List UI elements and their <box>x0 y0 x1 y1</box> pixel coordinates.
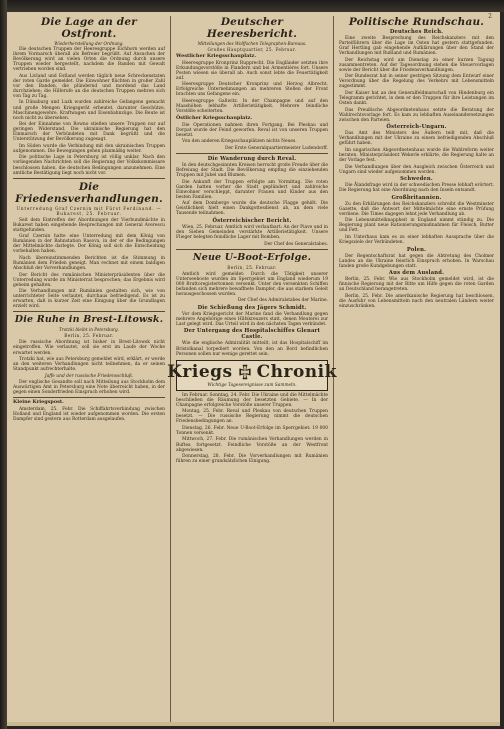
paragraph: Die Operationen nahmen ihren Fortgang. Bei Pleskau und Dorpat wurde der Feind geworfen. Reval ist von unseren Truppen besetzt. <box>176 122 328 138</box>
section-title-kriegspost: Kleine Kriegspost. <box>13 399 64 406</box>
chronik-entry: Montag, 25. Febr. Reval und Pleskau von deutschen Truppen besetzt. — Die russische Regierung nimmt die deutschen Friedensbedingungen an. <box>176 409 328 425</box>
section-title-ausland: Aus dem Ausland. <box>388 270 445 277</box>
article-title-schiessung: Die Schießung des Jägers Schmidt. <box>197 304 307 311</box>
paragraph: Im Unterhaus kam es zu einer lebhaften Aussprache über die Kriegsziele der Verbündeten. <box>339 235 494 246</box>
page-number: 2 <box>488 13 492 20</box>
section-title-polen: Polen. <box>406 246 427 253</box>
chronik-entry: Mittwoch, 27. Febr. Die rumänischen Verhandlungen werden in Buftea fortgesetzt. Feindliche Vorstöße an der Westfront abgewiesen. <box>176 437 328 453</box>
paragraph: Aus Livland und Estland werden täglich neue Schreckenstaten der roten Garde gemeldet. Die Einwohner flüchten in großer Zahl vor den Banden, die plündernd und mordend das Land durchziehen; die Hilferufe an die deutschen Truppen mehren sich von Tag zu Tag. <box>13 73 165 99</box>
paragraph: Der Bundesrat hat in seiner gestrigen Sitzung dem Entwurf einer Verordnung über die Regelung des Verkehrs mit Lebensmitteln zugestimmt. <box>339 74 494 90</box>
column-1 <box>13 15 165 723</box>
kriegs-chronik-title <box>167 361 337 382</box>
paragraph: Zu den Erklärungen des Reichskanzlers schreibt die Westminster Gazette, daß die Antwort der Mittelmächte eine ernste Prüfung verdiene. Die Times dagegen lehnt jede Verhandlung ab. <box>339 201 494 217</box>
chronik-entry: Dienstag, 26. Febr. Neue U-Boot-Erfolge im Sperrgebiet: 19 000 Tonnen versenkt. <box>176 425 328 436</box>
iron-cross-icon <box>237 364 253 380</box>
article-title-uboot: Neue U-Boot-Erfolge. <box>192 251 312 263</box>
paragraph: Amsterdam, 25. Febr. Die Schiffahrtsverbindung zwischen Holland und England ist wieder aufgenommen worden. Die ersten Dampfer sind gestern aus Rotterdam ausgelaufen. <box>13 406 165 423</box>
chronik-entry: Im Februar. Sonntag, 24. Febr. Die Ukraine und die Mittelmächte beschließen die Räumung der besetzten Gebiete. — In der Champagne erfolgreiche Vorstöße unserer Truppen. <box>176 392 328 408</box>
scan-edge-left <box>0 0 7 729</box>
section-title-schweden: Schweden. <box>400 176 433 183</box>
paragraph: Die politische Lage in Petersburg ist völlig unklar. Nach den vorliegenden Nachrichten soll die Regierung der Volkskommissare beschlossen haben, die deutschen Bedingungen anzunehmen. Eine amtliche Bestätigung liegt noch nicht vor. <box>13 155 165 176</box>
paragraph: In den deutschgesinnten Kreisen herrscht große Freude über die Befreiung der Stadt. Die Bevölkerung empfing die einziehenden Truppen mit Jubel und Blumen. <box>176 162 328 178</box>
column-2 <box>167 15 337 723</box>
article-title-lage: Die Lage an der Ostfront. <box>41 16 137 40</box>
section-title-west: Westlicher Kriegsschauplatz. <box>176 53 257 59</box>
divider <box>13 178 165 179</box>
dateline: Berlin, 25. Februar. <box>227 264 277 270</box>
paragraph: Der Kaiser hat an den Generalfeldmarschall von Hindenburg ein Telegramm gerichtet, in dem er den Truppen für ihre Leistungen im Osten dankt. <box>339 90 494 107</box>
dateline: Berlin, 25. Februar. <box>64 333 114 339</box>
article-subtitle: Wiederherstellung der Ordnung. <box>54 41 124 46</box>
article-subtitle: Trotzki bleibt in Petersburg. <box>58 327 120 333</box>
article-body-frieden <box>13 218 165 310</box>
article-body-lage <box>13 47 165 176</box>
article-title-heeresbericht: Deutscher Heeresbericht. <box>206 16 298 40</box>
kriegs-chronik-box <box>167 360 337 391</box>
signature-line: Der Erste Generalquartiermeister Ludendorff. <box>225 145 328 151</box>
paragraph: Berlin, 25. Febr. Wie aus Stockholm gemeldet wird, ist die finnische Regierung mit der Bitte um Hilfe gegen die roten Garden an Deutschland herangetreten. <box>339 277 494 293</box>
dateline: Großes Hauptquartier, 25. Februar. <box>207 47 297 52</box>
paragraph: Bei der Einnahme von Rowno stießen unsere Truppen nur auf geringen Widerstand. Die ukrainische Regierung hat den Einmarsch der Verbündeten mit Dank begrüßt und die Unterstützung der Bevölkerung zugesagt. <box>13 122 165 143</box>
paragraph: Die Verhandlungen über den Ausgleich zwischen Österreich und Ungarn sind wieder aufgenommen worden. <box>339 164 494 175</box>
paragraph: Heeresgruppe Deutscher Kronprinz und Herzog Albrecht. Erfolgreiche Unternehmungen an mehreren Stellen der Front brachten uns Gefangene ein. <box>176 82 328 98</box>
paragraph: Der Bericht des rumänischen Ministerpräsidenten über die Unterredung wurde im Ministerrat besprochen; das Ergebnis wird geheim gehalten. <box>13 272 165 288</box>
paragraph: Das Amt des Ministers des Äußern teilt mit, daß die Verhandlungen mit der Ukraine zu einem befriedigenden Abschluß geführt haben. <box>339 131 494 147</box>
article-title-frieden: Die Friedensverhandlungen. <box>15 180 163 205</box>
page-bottom-edge <box>7 722 500 726</box>
paragraph: Nach übereinstimmenden Berichten ist die Stimmung in Rumänien dem Frieden geneigt. Man rechnet mit einem baldigen Abschluß der Vorverhandlungen. <box>13 255 165 272</box>
paragraph: Das Preußische Abgeordnetenhaus setzte die Beratung der Wahlrechtsvorlage fort. Es kam zu lebhaften Auseinandersetzungen zwischen den Parteien. <box>339 107 494 123</box>
article-title-ruhe: Die Ruhe in Brest-Litowsk. <box>14 314 164 326</box>
paragraph: Im ungarischen Abgeordnetenhaus wurde die Wahlreform weiter beraten. Ministerpräsident Wekerle erklärte, die Regierung halte an der Vorlage fest. <box>339 147 494 163</box>
paragraph: Berlin, 25. Febr. Die amerikanische Regierung hat beschlossen, die Ausfuhr von Lebensmitteln nach den neutralen Ländern weiter einzuschränken. <box>339 293 494 309</box>
section-title-oesterreich-ungarn: Österreich-Ungarn. <box>386 124 447 131</box>
paragraph: Wie die englische Admiralität mitteilt, ist das Hospitalschiff im Bristolkanal torpediert worden. Von den an Bord befindlichen Personen sollen nur wenige gerettet sein. <box>176 341 328 357</box>
paragraph: Von den anderen Kriegsschauplätzen nichts Neues. <box>182 139 297 145</box>
divider <box>176 153 328 154</box>
paragraph: Vor dem Kriegsgericht der Marine fand die Verhandlung gegen mehrere Angehörige eines Hilfskreuzers statt, denen Meuterei zur Last gelegt wird. Das Urteil wird in den nächsten Tagen verkündet. <box>176 311 328 327</box>
chronik-title-right: Chronik <box>256 361 337 382</box>
column-3 <box>339 15 494 723</box>
chronik-entry: Donnerstag, 28. Febr. Die Vorverhandlungen mit Rumänien führen zu einer grundsätzlichen Einigung. <box>176 454 328 465</box>
article-title-politische-rundschau: Politische Rundschau. <box>348 16 485 28</box>
paragraph: Wien, 25. Februar. Amtlich wird verlautbart: An der Piave und in den Sieben Gemeinden verstärkte Artillerietätigkeit. Unsere Flieger belegten feindliche Lager mit Bomben. <box>176 224 328 240</box>
paragraph: Heeresgruppe Gallwitz. In der Champagne und auf den Maashöhen lebhafte Artillerietätigkeit. Mehrere feindliche Vorstöße scheiterten. <box>176 98 328 115</box>
article-body-ruhe <box>13 340 165 395</box>
paragraph: Der Reichstag wird am Dienstag zu einer kurzen Tagung zusammentreten. Auf der Tagesordnung stehen die Steuervorlagen sowie der Bericht über die Friedensverhandlungen. <box>339 57 494 73</box>
section-title-deutsches-reich: Deutsches Reich. <box>389 29 444 35</box>
paragraph: Auf dem Domberge wurde die deutsche Flagge gehißt. Die Geistlichkeit hielt einen Dankgottesdienst ab, an dem viele Tausende teilnahmen. <box>176 201 328 217</box>
divider <box>176 249 328 250</box>
article-title-oesterreich: Österreichischer Bericht. <box>212 217 292 224</box>
scan-edge-top <box>0 0 504 12</box>
article-title-hospitalschiff: Der Untergang des Hospitalschiffes Glenart Castle. <box>183 328 321 341</box>
paragraph: Die deutschen Truppen der Heeresgruppe Eichhorn werden auf ihrem Vormarsch überall als Befreier begrüßt. Auf Ansuchen der Bevölkerung wird an vielen Orten die Ordnung durch unsere Truppen wieder hergestellt, nachdem die Banden mit Gewalt vertrieben worden sind. <box>13 47 165 73</box>
article-title-reval: Die Wanderung durch Reval. <box>207 155 297 162</box>
paragraph: Eine zweite Besprechung des Reichskanzlers mit den Parteiführern über die Lage im Osten hat gestern stattgefunden. Graf Hertling gab eingehende Aufklärungen über den Stand der Verhandlungen mit Rußland und Rumänien. <box>339 36 494 57</box>
newspaper-page <box>7 12 500 726</box>
divider <box>13 311 165 312</box>
paragraph: Amtlich wird gemeldet: Durch die Tätigkeit unserer Unterseeboote wurden im Sperrgebiet um England wiederum 19 000 Bruttoregistertonnen versenkt. Unter den versenkten Schiffen befanden sich mehrere bewaffnete Dampfer, die aus starkem Geleit herausgeschossen wurden. <box>176 271 328 297</box>
section-title-ost: Östlicher Kriegsschauplatz. <box>176 115 253 122</box>
paragraph: Im Süden wurde die Verbindung mit den ukrainischen Truppen aufgenommen. Die Bewegungen gehen planmäßig weiter. <box>13 143 165 154</box>
paragraph: Trotzki hat, wie aus Petersburg gemeldet wird, erklärt, er werde an den weiteren Verhandlungen nicht teilnehmen, da er seinen Standpunkt aufrechterhalte. <box>13 357 165 373</box>
paragraph: Die Verhandlungen mit Rumänien gestalten sich, wie von unterrichteter Seite verlautet, durchaus befriedigend. Es ist zu erwarten, daß in kurzer Zeit eine Einigung über die Grundlagen erzielt wird. <box>13 289 165 310</box>
section-subheading: Jaffe und der russische Friedensschluß. <box>44 373 134 379</box>
paragraph: In Dünaburg und Luzk wurden zahlreiche Gefangene gemacht und große Mengen Kriegsgerät erbeutet, darunter Geschütze, Maschinengewehre, Kraftwagen und Eisenbahnzüge. Die Beute ist noch nicht zu übersehen. <box>13 100 165 121</box>
iron-cross-icon <box>237 364 253 380</box>
dateline: Unterredung Graf Czernin mit Fürst Ferdinand. — Bukarest, 25. Februar. <box>16 205 162 216</box>
paragraph: Heeresgruppe Kronprinz Rupprecht. Die Engländer setzten ihre Erkundungsvorstöße in Flandern und bei Armentières fort. Unsere Posten wiesen sie überall ab. Auch sonst lebte die Feuertätigkeit auf. <box>176 60 328 81</box>
paragraph: Die Ankunft der Truppen erfolgte am Vormittag. Die roten Garden hatten vorher die Stadt geplündert und zahlreiche Einwohner verschleppt, darunter Frauen und Kinder aus den besten Familien. <box>176 179 328 200</box>
paragraph: Die Ålandsfrage wird in der schwedischen Presse lebhaft erörtert. Die Regierung hat eine Abordnung nach den Inseln entsandt. <box>339 183 494 194</box>
signature-line: Der Chef des Generalstabes. <box>264 241 328 247</box>
kriegs-chronik-subtitle: Wichtige Tagesereignisse zum Sammeln. <box>207 382 297 388</box>
paragraph: Der Regentschaftsrat hat gegen die Abtretung des Cholmer Landes an die Ukraine feierlich Einspruch erhoben. In Warschau fanden große Kundgebungen statt. <box>339 253 494 269</box>
divider <box>13 397 165 398</box>
paragraph: Der englische Gesandte soll nach Mitteilung aus Stockholm dem Auswärtigen Amt in Petersburg eine Note überreicht haben, in der gegen einen Sonderfrieden Einspruch erhoben wird. <box>13 380 165 396</box>
paragraph: Graf Czernin hatte eine Unterredung mit dem König von Rumänien in der Bahnstation Rasova, in der er die Bedingungen der Mittelmächte darlegte. Der König soll sich die Entscheidung vorbehalten haben. <box>13 234 165 255</box>
chronik-title-left: Kriegs <box>167 361 233 382</box>
paragraph: Die russische Abordnung ist bisher in Brest-Litowsk nicht eingetroffen. Wie verlautet, soll sie erst im Laufe der Woche erwartet werden. <box>13 340 165 356</box>
section-title-grossbritannien: Großbritannien. <box>391 194 442 201</box>
paragraph: Die Lebensmittelknappheit in England nimmt ständig zu. Die Regierung plant neue Rationierungsmaßnahmen für Fleisch, Butter und Fett. <box>339 218 494 234</box>
signature-line: Der Chef des Admiralstabes der Marine. <box>237 298 328 304</box>
article-subtitle: Mitteilungen des Wolffschen Telegraphen-Bureaus. <box>197 41 307 46</box>
paragraph: Seit dem Eintreffen der Abordnungen der Vierbundmächte in Bukarest haben eingehende Besprechungen mit General Averescu stattgefunden. <box>13 217 165 233</box>
